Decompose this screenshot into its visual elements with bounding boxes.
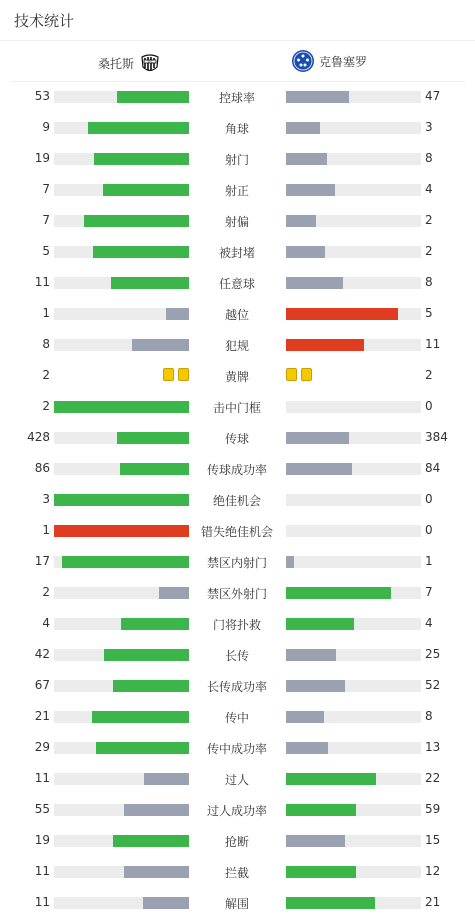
away-bar-track (286, 742, 421, 754)
away-bar-track (286, 835, 421, 847)
stat-row (0, 360, 475, 391)
stat-row (0, 174, 475, 205)
stat-row (0, 670, 475, 701)
stat-label: 射偏 (224, 215, 249, 229)
home-bar (120, 463, 189, 475)
stat-row (0, 298, 475, 329)
home-bar-track (54, 494, 189, 506)
away-bar-track (286, 339, 421, 351)
away-bar (286, 773, 376, 785)
stat-row (0, 143, 475, 174)
home-team[interactable] (98, 51, 162, 75)
home-value: 53 (34, 89, 50, 103)
away-bar-track (286, 215, 421, 227)
stat-label: 被封堵 (218, 246, 255, 260)
away-value: 22 (425, 771, 441, 785)
away-cards (286, 368, 312, 381)
home-bar-track (54, 866, 189, 878)
stat-row (0, 825, 475, 856)
home-bar (117, 91, 189, 103)
stat-label: 拦截 (224, 866, 249, 880)
stat-label: 射正 (224, 184, 249, 198)
away-team[interactable] (291, 49, 367, 73)
home-bar (103, 184, 189, 196)
away-bar-track (286, 804, 421, 816)
stat-row (0, 856, 475, 887)
away-bar (286, 246, 325, 258)
away-bar-track (286, 432, 421, 444)
teams-header (10, 41, 465, 82)
home-value: 1 (42, 306, 50, 320)
stat-label: 传中成功率 (206, 742, 267, 756)
stat-row (0, 422, 475, 453)
away-bar (286, 153, 327, 165)
home-value: 2 (42, 399, 50, 413)
home-bar (143, 897, 189, 909)
home-bar-track (54, 897, 189, 909)
home-bar-track (54, 618, 189, 630)
home-value: 21 (34, 709, 50, 723)
home-bar (111, 277, 189, 289)
away-value: 4 (425, 182, 433, 196)
stat-row (0, 484, 475, 515)
stat-label: 角球 (224, 122, 249, 136)
home-value: 11 (34, 771, 50, 785)
home-value: 55 (34, 802, 50, 816)
away-bar-track (286, 618, 421, 630)
away-value: 8 (425, 275, 433, 289)
home-bar (124, 804, 189, 816)
away-bar-track (286, 680, 421, 692)
stat-row (0, 887, 475, 918)
yellow-card-icon (286, 368, 297, 381)
home-bar (104, 649, 189, 661)
stat-row (0, 608, 475, 639)
home-bar (117, 432, 189, 444)
home-bar-track (54, 432, 189, 444)
away-value: 12 (425, 864, 441, 878)
home-value: 3 (42, 492, 50, 506)
away-bar-track (286, 649, 421, 661)
home-bar-track (54, 649, 189, 661)
page-title: 技术统计 (14, 12, 75, 30)
stat-row (0, 763, 475, 794)
away-value: 8 (425, 709, 433, 723)
stat-label: 过人成功率 (206, 804, 267, 818)
home-bar (124, 866, 189, 878)
home-bar-track (54, 184, 189, 196)
home-bar-track (54, 308, 189, 320)
stat-label: 门将扑救 (212, 618, 261, 632)
stat-label: 过人 (224, 773, 249, 787)
home-value: 5 (42, 244, 50, 258)
stat-label: 长传 (224, 649, 249, 663)
away-bar-track (286, 494, 421, 506)
away-bar-track (286, 401, 421, 413)
away-bar (286, 277, 343, 289)
stat-row (0, 701, 475, 732)
away-value: 7 (425, 585, 433, 599)
stat-label: 错失绝佳机会 (200, 525, 273, 539)
home-value: 7 (42, 182, 50, 196)
away-value: 59 (425, 802, 441, 816)
home-team-name: 桑托斯 (97, 56, 134, 71)
home-value: 428 (27, 430, 50, 444)
stat-label: 任意球 (218, 277, 255, 291)
home-value: 67 (34, 678, 50, 692)
away-value: 13 (425, 740, 441, 754)
stat-label: 禁区内射门 (206, 556, 267, 570)
home-bar (166, 308, 189, 320)
home-bar (88, 122, 189, 134)
away-bar (286, 556, 294, 568)
away-team-name: 克鲁塞罗 (319, 54, 368, 69)
home-bar-track (54, 711, 189, 723)
stat-row (0, 391, 475, 422)
home-bar-track (54, 246, 189, 258)
away-value: 4 (425, 616, 433, 630)
home-bar (96, 742, 189, 754)
stat-label: 射门 (224, 153, 249, 167)
away-bar (286, 308, 398, 320)
home-bar (62, 556, 189, 568)
home-bar-track (54, 804, 189, 816)
stat-label: 抢断 (224, 835, 249, 849)
away-bar-track (286, 866, 421, 878)
away-bar-track (286, 711, 421, 723)
stat-row (0, 453, 475, 484)
away-bar (286, 618, 354, 630)
away-bar (286, 711, 324, 723)
home-value: 11 (34, 864, 50, 878)
away-value: 2 (425, 244, 433, 258)
away-bar-track (286, 153, 421, 165)
yellow-card-icon (163, 368, 174, 381)
home-bar-track (54, 153, 189, 165)
stat-label: 禁区外射门 (206, 587, 267, 601)
yellow-card-icon (178, 368, 189, 381)
stat-label: 越位 (224, 308, 249, 322)
home-value: 11 (34, 895, 50, 909)
away-bar (286, 432, 349, 444)
away-bar-track (286, 277, 421, 289)
home-bar-track (54, 91, 189, 103)
stat-label: 长传成功率 (206, 680, 267, 694)
yellow-card-icon (301, 368, 312, 381)
home-bar-track (54, 339, 189, 351)
home-bar (113, 680, 189, 692)
away-bar (286, 122, 320, 134)
away-bar (286, 835, 345, 847)
stat-row (0, 205, 475, 236)
away-value: 3 (425, 120, 433, 134)
santos-crest-icon (138, 51, 162, 75)
home-value: 11 (34, 275, 50, 289)
stat-label: 传球 (224, 432, 249, 446)
home-bar-track (54, 835, 189, 847)
stat-label: 控球率 (218, 91, 255, 105)
home-bar-track (54, 401, 189, 413)
stat-row (0, 329, 475, 360)
home-bar (54, 401, 189, 413)
away-bar-track (286, 773, 421, 785)
away-bar-track (286, 91, 421, 103)
home-value: 4 (42, 616, 50, 630)
stat-row (0, 236, 475, 267)
home-value: 17 (34, 554, 50, 568)
away-value: 0 (425, 492, 433, 506)
stat-label: 绝佳机会 (212, 494, 261, 508)
stat-label: 黄牌 (224, 370, 249, 384)
home-bar-track (54, 525, 189, 537)
away-bar (286, 804, 356, 816)
stat-label: 传球成功率 (206, 463, 267, 477)
away-bar (286, 680, 345, 692)
home-bar-track (54, 680, 189, 692)
home-value: 29 (34, 740, 50, 754)
away-bar (286, 649, 336, 661)
home-bar-track (54, 463, 189, 475)
away-value: 47 (425, 89, 441, 103)
away-value: 8 (425, 151, 433, 165)
away-value: 25 (425, 647, 441, 661)
home-bar (54, 494, 189, 506)
stat-label: 解围 (224, 897, 249, 911)
home-bar (54, 525, 189, 537)
away-value: 21 (425, 895, 441, 909)
away-value: 84 (425, 461, 441, 475)
home-value: 19 (34, 833, 50, 847)
away-bar (286, 184, 335, 196)
stat-label: 犯规 (224, 339, 249, 353)
away-bar-track (286, 463, 421, 475)
stat-row (0, 732, 475, 763)
stat-label: 传中 (224, 711, 249, 725)
stat-row (0, 639, 475, 670)
home-bar-track (54, 773, 189, 785)
away-bar-track (286, 308, 421, 320)
away-bar (286, 339, 364, 351)
home-value: 9 (42, 120, 50, 134)
away-bar (286, 866, 356, 878)
home-bar (132, 339, 189, 351)
away-value: 52 (425, 678, 441, 692)
away-bar-track (286, 246, 421, 258)
away-bar (286, 897, 375, 909)
away-bar (286, 742, 328, 754)
title-bar (0, 0, 475, 41)
stat-row (0, 577, 475, 608)
away-bar (286, 587, 391, 599)
home-value: 2 (42, 585, 50, 599)
away-value: 2 (425, 368, 433, 382)
stat-row (0, 546, 475, 577)
away-value: 1 (425, 554, 433, 568)
home-bar (113, 835, 189, 847)
stat-row (0, 112, 475, 143)
home-bar (93, 246, 189, 258)
home-bar-track (54, 215, 189, 227)
home-bar (144, 773, 189, 785)
home-value: 1 (42, 523, 50, 537)
home-bar-track (54, 122, 189, 134)
home-bar-track (54, 587, 189, 599)
home-value: 19 (34, 151, 50, 165)
home-bar (121, 618, 189, 630)
home-value: 86 (34, 461, 50, 475)
away-value: 11 (425, 337, 441, 351)
cruzeiro-crest-icon (291, 49, 315, 73)
away-bar (286, 463, 352, 475)
away-value: 0 (425, 523, 433, 537)
home-value: 42 (34, 647, 50, 661)
home-value: 2 (42, 368, 50, 382)
away-bar-track (286, 556, 421, 568)
svg-text:SFC: SFC (147, 59, 153, 64)
home-bar-track (54, 556, 189, 568)
away-bar-track (286, 184, 421, 196)
home-bar (159, 587, 189, 599)
away-value: 5 (425, 306, 433, 320)
away-value: 384 (425, 430, 448, 444)
away-value: 15 (425, 833, 441, 847)
stat-row (0, 267, 475, 298)
home-bar (84, 215, 189, 227)
stat-row (0, 794, 475, 825)
home-value: 7 (42, 213, 50, 227)
stat-row (0, 515, 475, 546)
away-bar (286, 91, 349, 103)
home-bar-track (54, 277, 189, 289)
home-cards (163, 368, 189, 381)
away-bar (286, 215, 316, 227)
home-bar-track (54, 742, 189, 754)
home-value: 8 (42, 337, 50, 351)
away-bar-track (286, 587, 421, 599)
away-bar-track (286, 525, 421, 537)
away-bar-track (286, 122, 421, 134)
home-bar (92, 711, 189, 723)
away-bar-track (286, 897, 421, 909)
away-value: 2 (425, 213, 433, 227)
away-value: 0 (425, 399, 433, 413)
stat-label: 击中门框 (212, 401, 261, 415)
stat-row (0, 81, 475, 112)
home-bar (94, 153, 189, 165)
